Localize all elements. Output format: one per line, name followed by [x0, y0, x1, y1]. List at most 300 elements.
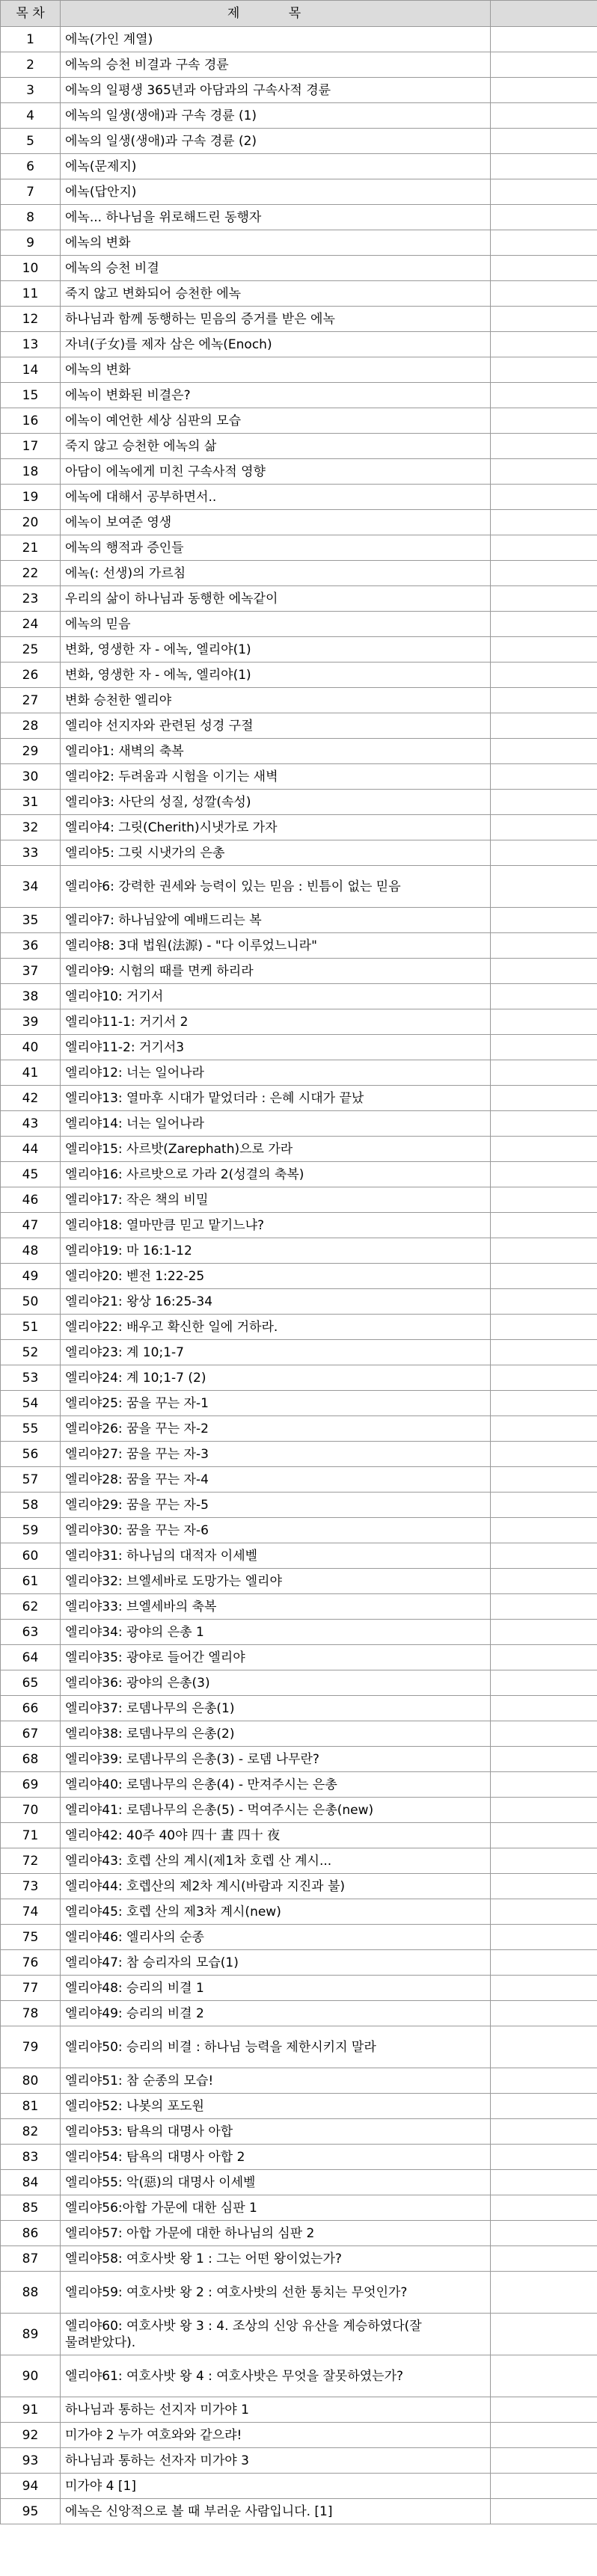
row-number: 18 — [1, 459, 61, 485]
row-title-link[interactable]: 엘리야20: 벧전 1:22-25 — [61, 1264, 491, 1289]
table-row — [1, 256, 597, 281]
row-title-link[interactable]: 엘리야58: 여호사밧 왕 1 : 그는 어떤 왕이었는가? — [61, 2246, 491, 2272]
row-extra-cell — [491, 154, 597, 179]
table-row — [1, 1365, 597, 1391]
row-extra-cell — [491, 383, 597, 408]
table-row — [1, 1315, 597, 1340]
row-extra-cell — [491, 408, 597, 434]
row-title-link[interactable]: 아담이 에녹에게 미친 구속사적 영향 — [61, 459, 491, 485]
row-title-link[interactable]: 엘리야25: 꿈을 꾸는 자-1 — [61, 1391, 491, 1416]
row-number: 50 — [1, 1289, 61, 1315]
table-row — [1, 2068, 597, 2094]
table-row — [1, 739, 597, 764]
row-title-link[interactable]: 에녹의 일평생 365년과 아담과의 구속사적 경륜 — [61, 78, 491, 103]
row-title-link[interactable]: 엘리야8: 3대 법원(法源) - "다 이루었느니라" — [61, 933, 491, 959]
table-row — [1, 1543, 597, 1569]
row-extra-cell — [491, 1416, 597, 1442]
table-row — [1, 1467, 597, 1493]
row-title-link[interactable]: 자녀(子女)를 제자 삼은 에녹(Enoch) — [61, 332, 491, 357]
row-number: 88 — [1, 2272, 61, 2314]
row-title-link[interactable]: 엘리야37: 로뎀나무의 은총(1) — [61, 1696, 491, 1721]
table-row — [1, 1823, 597, 1848]
table-row — [1, 1060, 597, 1086]
row-title-link[interactable]: 엘리야24: 계 10;1-7 (2) — [61, 1365, 491, 1391]
row-title-link[interactable]: 엘리야46: 엘리사의 순종 — [61, 1925, 491, 1950]
row-number: 60 — [1, 1543, 61, 1569]
table-row — [1, 1950, 597, 1976]
row-number: 24 — [1, 612, 61, 637]
row-title-link[interactable]: 에녹은 신앙적으로 볼 때 부러운 사람입니다. [1] — [61, 2499, 491, 2524]
table-row — [1, 154, 597, 179]
row-number: 38 — [1, 984, 61, 1009]
row-title-link[interactable]: 엘리야39: 로뎀나무의 은총(3) - 로뎀 나무란? — [61, 1747, 491, 1772]
table-row — [1, 2221, 597, 2246]
table-row — [1, 2001, 597, 2026]
row-title-link[interactable]: 엘리야49: 승리의 비결 2 — [61, 2001, 491, 2026]
row-title-link[interactable]: 엘리야12: 너는 일어나라 — [61, 1060, 491, 1086]
table-row — [1, 1264, 597, 1289]
row-title-link[interactable]: 에녹의 변화 — [61, 230, 491, 256]
row-title-link[interactable]: 엘리야42: 40주 40야 四十 晝 四十 夜 — [61, 1823, 491, 1848]
table-row — [1, 1289, 597, 1315]
row-number: 2 — [1, 52, 61, 78]
table-row — [1, 281, 597, 307]
row-title-link[interactable]: 미가야 4 [1] — [61, 2474, 491, 2499]
table-row — [1, 408, 597, 434]
row-title-link[interactable]: 죽지 않고 승천한 에녹의 삶 — [61, 434, 491, 459]
row-title-link[interactable]: 변화, 영생한 자 - 에녹, 엘리야(1) — [61, 663, 491, 688]
row-title-link[interactable]: 엘리야53: 탐욕의 대명사 아합 — [61, 2119, 491, 2145]
row-title-link[interactable]: 엘리야52: 나봇의 포도원 — [61, 2094, 491, 2119]
row-extra-cell — [491, 1442, 597, 1467]
table-row — [1, 2145, 597, 2170]
row-title-link[interactable]: 에녹(: 선생)의 가르침 — [61, 561, 491, 586]
row-number: 70 — [1, 1798, 61, 1823]
row-extra-cell — [491, 129, 597, 154]
row-extra-cell — [491, 357, 597, 383]
row-number: 26 — [1, 663, 61, 688]
row-number: 85 — [1, 2195, 61, 2221]
row-title-link[interactable]: 엘리야7: 하나님앞에 예배드리는 복 — [61, 908, 491, 933]
table-row — [1, 357, 597, 383]
row-title-link[interactable]: 엘리야51: 참 순종의 모습! — [61, 2068, 491, 2094]
row-title-link[interactable]: 에녹의 일생(생애)과 구속 경륜 (1) — [61, 103, 491, 129]
row-title-link[interactable]: 엘리야56:아합 가문에 대한 심판 1 — [61, 2195, 491, 2221]
row-number: 35 — [1, 908, 61, 933]
row-title-link[interactable]: 엘리야16: 사르밧으로 가라 2(성결의 축복) — [61, 1162, 491, 1187]
title-column-header: 제 목 — [61, 1, 491, 27]
row-extra-cell — [491, 739, 597, 764]
row-number: 27 — [1, 688, 61, 713]
row-extra-cell — [491, 27, 597, 52]
row-number: 22 — [1, 561, 61, 586]
table-row — [1, 1645, 597, 1670]
row-number: 42 — [1, 1086, 61, 1111]
row-extra-cell — [491, 230, 597, 256]
row-number: 39 — [1, 1009, 61, 1035]
row-title-link[interactable]: 엘리야29: 꿈을 꾸는 자-5 — [61, 1493, 491, 1518]
row-extra-cell — [491, 713, 597, 739]
row-number: 37 — [1, 959, 61, 984]
table-row — [1, 1696, 597, 1721]
row-title-link[interactable]: 엘리야61: 여호사밧 왕 4 : 여호사밧은 무엇을 잘못하였는가? — [61, 2355, 491, 2397]
row-title-link[interactable]: 엘리야32: 브엘세바로 도망가는 엘리야 — [61, 1569, 491, 1594]
row-number: 32 — [1, 815, 61, 840]
row-title-link[interactable]: 엘리야36: 광야의 은총(3) — [61, 1670, 491, 1696]
row-number: 61 — [1, 1569, 61, 1594]
table-row — [1, 1416, 597, 1442]
row-extra-cell — [491, 2026, 597, 2068]
row-number: 19 — [1, 485, 61, 510]
table-row — [1, 2397, 597, 2423]
table-row — [1, 984, 597, 1009]
toc-body — [1, 27, 597, 2524]
row-number: 7 — [1, 179, 61, 205]
table-row — [1, 2448, 597, 2474]
row-number: 23 — [1, 586, 61, 612]
row-extra-cell — [491, 2355, 597, 2397]
table-row — [1, 2195, 597, 2221]
row-title-link[interactable]: 엘리야44: 호렙산의 제2차 계시(바람과 지진과 불) — [61, 1874, 491, 1899]
row-extra-cell — [491, 1620, 597, 1645]
row-extra-cell — [491, 1950, 597, 1976]
row-extra-cell — [491, 2001, 597, 2026]
row-title-link[interactable]: 엘리야15: 사르밧(Zarephath)으로 가라 — [61, 1137, 491, 1162]
row-title-link[interactable]: 변화 승천한 엘리야 — [61, 688, 491, 713]
row-title-link[interactable]: 엘리야55: 악(惡)의 대명사 이세벨 — [61, 2170, 491, 2195]
table-row — [1, 1747, 597, 1772]
row-extra-cell — [491, 2272, 597, 2314]
row-number: 80 — [1, 2068, 61, 2094]
row-number: 20 — [1, 510, 61, 535]
row-title-link[interactable]: 엘리야22: 배우고 확신한 일에 거하라. — [61, 1315, 491, 1340]
row-number: 29 — [1, 739, 61, 764]
row-number: 31 — [1, 790, 61, 815]
row-number: 67 — [1, 1721, 61, 1747]
table-row — [1, 2355, 597, 2397]
row-title-link[interactable]: 엘리야19: 마 16:1-12 — [61, 1238, 491, 1264]
row-extra-cell — [491, 1086, 597, 1111]
row-title-link[interactable]: 에녹의 행적과 증인들 — [61, 535, 491, 561]
row-number: 93 — [1, 2448, 61, 2474]
row-title-link[interactable]: 엘리야 선지자와 관련된 성경 구절 — [61, 713, 491, 739]
row-title-link[interactable]: 엘리야30: 꿈을 꾸는 자-6 — [61, 1518, 491, 1543]
row-number: 76 — [1, 1950, 61, 1976]
row-number: 59 — [1, 1518, 61, 1543]
row-extra-cell — [491, 790, 597, 815]
table-row — [1, 2246, 597, 2272]
row-title-link[interactable]: 에녹(가인 계열) — [61, 27, 491, 52]
row-extra-cell — [491, 612, 597, 637]
row-extra-cell — [491, 1365, 597, 1391]
row-extra-cell — [491, 2170, 597, 2195]
row-title-link[interactable]: 엘리야59: 여호사밧 왕 2 : 여호사밧의 선한 통치는 무엇인가? — [61, 2272, 491, 2314]
row-title-link[interactable]: 에녹이 변화된 비결은? — [61, 383, 491, 408]
header-row — [1, 1, 597, 27]
table-row — [1, 2499, 597, 2524]
row-extra-cell — [491, 840, 597, 866]
row-extra-cell — [491, 1569, 597, 1594]
row-number: 84 — [1, 2170, 61, 2195]
table-row — [1, 1493, 597, 1518]
row-number: 46 — [1, 1187, 61, 1213]
row-number: 71 — [1, 1823, 61, 1848]
table-row — [1, 1442, 597, 1467]
table-row — [1, 663, 597, 688]
row-number: 56 — [1, 1442, 61, 1467]
row-number: 69 — [1, 1772, 61, 1798]
row-number: 3 — [1, 78, 61, 103]
row-extra-cell — [491, 1874, 597, 1899]
table-row — [1, 1976, 597, 2001]
row-title-link[interactable]: 미가야 2 누가 여호와와 같으랴! — [61, 2423, 491, 2448]
row-extra-cell — [491, 535, 597, 561]
row-number: 15 — [1, 383, 61, 408]
row-title-link[interactable]: 엘리야23: 계 10;1-7 — [61, 1340, 491, 1365]
row-number: 5 — [1, 129, 61, 154]
row-extra-cell — [491, 1187, 597, 1213]
row-extra-cell — [491, 2246, 597, 2272]
row-number: 52 — [1, 1340, 61, 1365]
row-extra-cell — [491, 1111, 597, 1137]
row-number: 58 — [1, 1493, 61, 1518]
row-extra-cell — [491, 205, 597, 230]
toc-header — [1, 1, 597, 27]
row-title-link[interactable]: 변화, 영생한 자 - 에녹, 엘리야(1) — [61, 637, 491, 663]
table-row — [1, 1086, 597, 1111]
row-title-link[interactable]: 하나님과 통하는 선자자 미가야 3 — [61, 2448, 491, 2474]
table-row — [1, 612, 597, 637]
extra-column-header — [491, 1, 597, 27]
row-number: 91 — [1, 2397, 61, 2423]
row-title-link[interactable]: 엘리야2: 두려움과 시험을 이기는 새벽 — [61, 764, 491, 790]
row-number: 17 — [1, 434, 61, 459]
row-title-link[interactable]: 엘리야13: 열마후 시대가 맡었더라 : 은혜 시대가 끝났 — [61, 1086, 491, 1111]
row-title-link[interactable]: 엘리야18: 열마만큼 믿고 맡기느냐? — [61, 1213, 491, 1238]
table-row — [1, 1238, 597, 1264]
row-title-link[interactable]: 엘리야54: 탐욕의 대명사 아합 2 — [61, 2145, 491, 2170]
row-number: 55 — [1, 1416, 61, 1442]
row-number: 33 — [1, 840, 61, 866]
table-row — [1, 383, 597, 408]
row-title-link[interactable]: 우리의 삶이 하나님과 동행한 에녹같이 — [61, 586, 491, 612]
row-number: 53 — [1, 1365, 61, 1391]
row-title-link[interactable]: 엘리야14: 너는 일어나라 — [61, 1111, 491, 1137]
row-title-link[interactable]: 에녹의 승천 비결과 구속 경륜 — [61, 52, 491, 78]
row-title-link[interactable]: 엘리야50: 승리의 비결 : 하나님 능력을 제한시키지 말라 — [61, 2026, 491, 2068]
row-number: 49 — [1, 1264, 61, 1289]
table-row — [1, 2272, 597, 2314]
row-number: 79 — [1, 2026, 61, 2068]
table-row — [1, 1162, 597, 1187]
row-extra-cell — [491, 2499, 597, 2524]
row-title-link[interactable]: 엘리야4: 그릿(Cherith)시냇가로 가자 — [61, 815, 491, 840]
row-number: 30 — [1, 764, 61, 790]
row-title-link[interactable]: 엘리야27: 꿈을 꾸는 자-3 — [61, 1442, 491, 1467]
row-extra-cell — [491, 485, 597, 510]
row-extra-cell — [491, 1670, 597, 1696]
row-title-link[interactable]: 에녹... 하나님을 위로해드린 동행자 — [61, 205, 491, 230]
row-title-link[interactable]: 에녹의 일생(생애)과 구속 경륜 (2) — [61, 129, 491, 154]
row-number: 77 — [1, 1976, 61, 2001]
row-title-link[interactable]: 에녹에 대해서 공부하면서.. — [61, 485, 491, 510]
table-row — [1, 866, 597, 908]
row-number: 48 — [1, 1238, 61, 1264]
row-number: 63 — [1, 1620, 61, 1645]
row-title-link[interactable]: 하나님과 함께 동행하는 믿음의 증거를 받은 에녹 — [61, 307, 491, 332]
row-extra-cell — [491, 52, 597, 78]
row-number: 16 — [1, 408, 61, 434]
table-row — [1, 535, 597, 561]
table-row — [1, 764, 597, 790]
row-title-link[interactable]: 에녹의 변화 — [61, 357, 491, 383]
row-extra-cell — [491, 78, 597, 103]
row-number: 89 — [1, 2314, 61, 2355]
row-number: 72 — [1, 1848, 61, 1874]
table-row — [1, 1213, 597, 1238]
row-title-link[interactable]: 엘리야38: 로뎀나무의 은총(2) — [61, 1721, 491, 1747]
table-row — [1, 1391, 597, 1416]
row-number: 36 — [1, 933, 61, 959]
row-extra-cell — [491, 2397, 597, 2423]
row-extra-cell — [491, 815, 597, 840]
row-title-link[interactable]: 엘리야33: 브엘세바의 축복 — [61, 1594, 491, 1620]
row-extra-cell — [491, 764, 597, 790]
row-extra-cell — [491, 256, 597, 281]
row-title-link[interactable]: 엘리야47: 참 승리자의 모습(1) — [61, 1950, 491, 1976]
row-extra-cell — [491, 1594, 597, 1620]
row-title-link[interactable]: 엘리야31: 하나님의 대적자 이세벨 — [61, 1543, 491, 1569]
row-extra-cell — [491, 1009, 597, 1035]
row-title-link[interactable]: 엘리야9: 시험의 때를 면케 하리라 — [61, 959, 491, 984]
row-title-link[interactable]: 에녹(문제지) — [61, 154, 491, 179]
table-row — [1, 1137, 597, 1162]
row-title-link[interactable]: 엘리야1: 새벽의 축복 — [61, 739, 491, 764]
row-extra-cell — [491, 1238, 597, 1264]
row-title-link[interactable]: 엘리야57: 아합 가문에 대한 하나님의 심판 2 — [61, 2221, 491, 2246]
row-title-link[interactable]: 엘리야60: 여호사밧 왕 3 : 4. 조상의 신앙 유산을 계승하였다(잘 물려받았다). — [61, 2314, 491, 2355]
row-extra-cell — [491, 2145, 597, 2170]
row-number: 92 — [1, 2423, 61, 2448]
table-row — [1, 129, 597, 154]
row-title-link[interactable]: 엘리야17: 작은 책의 비밀 — [61, 1187, 491, 1213]
row-number: 81 — [1, 2094, 61, 2119]
row-title-link[interactable]: 엘리야45: 호렙 산의 제3차 계시(new) — [61, 1899, 491, 1925]
row-title-link[interactable]: 엘리야41: 로뎀나무의 은총(5) - 먹여주시는 은총(new) — [61, 1798, 491, 1823]
row-number: 83 — [1, 2145, 61, 2170]
row-number: 44 — [1, 1137, 61, 1162]
row-title-link[interactable]: 엘리야21: 왕상 16:25-34 — [61, 1289, 491, 1315]
row-number: 12 — [1, 307, 61, 332]
table-row — [1, 27, 597, 52]
table-row — [1, 103, 597, 129]
row-number: 41 — [1, 1060, 61, 1086]
row-number: 45 — [1, 1162, 61, 1187]
row-extra-cell — [491, 332, 597, 357]
row-title-link[interactable]: 에녹의 믿음 — [61, 612, 491, 637]
table-row — [1, 688, 597, 713]
row-title-link[interactable]: 엘리야35: 광야로 들어간 엘리야 — [61, 1645, 491, 1670]
row-extra-cell — [491, 637, 597, 663]
row-extra-cell — [491, 908, 597, 933]
table-row — [1, 179, 597, 205]
row-number: 1 — [1, 27, 61, 52]
table-row — [1, 2314, 597, 2355]
row-title-link[interactable]: 엘리야43: 호렙 산의 계시(제1차 호렙 산 계시... — [61, 1848, 491, 1874]
row-title-link[interactable]: 엘리야3: 사단의 성질, 성깔(속성) — [61, 790, 491, 815]
row-extra-cell — [491, 1772, 597, 1798]
row-extra-cell — [491, 1721, 597, 1747]
table-row — [1, 908, 597, 933]
row-title-link[interactable]: 에녹이 예언한 세상 심판의 모습 — [61, 408, 491, 434]
table-row — [1, 1899, 597, 1925]
table-row — [1, 332, 597, 357]
row-number: 8 — [1, 205, 61, 230]
table-row — [1, 840, 597, 866]
row-extra-cell — [491, 1315, 597, 1340]
row-extra-cell — [491, 663, 597, 688]
row-extra-cell — [491, 2119, 597, 2145]
table-row — [1, 790, 597, 815]
row-extra-cell — [491, 2094, 597, 2119]
table-row — [1, 1518, 597, 1543]
row-extra-cell — [491, 1518, 597, 1543]
table-row — [1, 307, 597, 332]
row-title-link[interactable]: 죽지 않고 변화되어 승천한 에녹 — [61, 281, 491, 307]
row-number: 62 — [1, 1594, 61, 1620]
row-title-link[interactable]: 엘리야11-1: 거기서 2 — [61, 1009, 491, 1035]
table-row — [1, 230, 597, 256]
row-extra-cell — [491, 1162, 597, 1187]
row-title-link[interactable]: 에녹(답안지) — [61, 179, 491, 205]
row-title-link[interactable]: 엘리야10: 거기서 — [61, 984, 491, 1009]
table-row — [1, 1340, 597, 1365]
row-title-link[interactable]: 에녹의 승천 비결 — [61, 256, 491, 281]
row-number: 64 — [1, 1645, 61, 1670]
row-number: 51 — [1, 1315, 61, 1340]
table-row — [1, 78, 597, 103]
row-title-link[interactable]: 엘리야6: 강력한 권세와 능력이 있는 믿음 : 빈틈이 없는 믿음 — [61, 866, 491, 908]
row-number: 74 — [1, 1899, 61, 1925]
row-extra-cell — [491, 1925, 597, 1950]
row-title-link[interactable]: 엘리야5: 그릿 시냇가의 은총 — [61, 840, 491, 866]
row-title-link[interactable]: 엘리야28: 꿈을 꾸는 자-4 — [61, 1467, 491, 1493]
row-number: 4 — [1, 103, 61, 129]
table-row — [1, 1620, 597, 1645]
row-title-link[interactable]: 엘리야34: 광야의 은총 1 — [61, 1620, 491, 1645]
row-title-link[interactable]: 엘리야26: 꿈을 꾸는 자-2 — [61, 1416, 491, 1442]
row-number: 13 — [1, 332, 61, 357]
row-extra-cell — [491, 2423, 597, 2448]
table-row — [1, 1848, 597, 1874]
row-extra-cell — [491, 1213, 597, 1238]
row-number: 87 — [1, 2246, 61, 2272]
row-title-link[interactable]: 엘리야48: 승리의 비결 1 — [61, 1976, 491, 2001]
row-extra-cell — [491, 1848, 597, 1874]
table-row — [1, 510, 597, 535]
row-title-link[interactable]: 하나님과 통하는 선지자 미가야 1 — [61, 2397, 491, 2423]
row-extra-cell — [491, 1696, 597, 1721]
row-title-link[interactable]: 에녹이 보여준 영생 — [61, 510, 491, 535]
row-number: 6 — [1, 154, 61, 179]
row-extra-cell — [491, 1899, 597, 1925]
row-title-link[interactable]: 엘리야11-2: 거기서3 — [61, 1035, 491, 1060]
row-title-link[interactable]: 엘리야40: 로뎀나무의 은총(4) - 만져주시는 은총 — [61, 1772, 491, 1798]
row-number: 54 — [1, 1391, 61, 1416]
row-extra-cell — [491, 103, 597, 129]
table-row — [1, 459, 597, 485]
table-row — [1, 1798, 597, 1823]
